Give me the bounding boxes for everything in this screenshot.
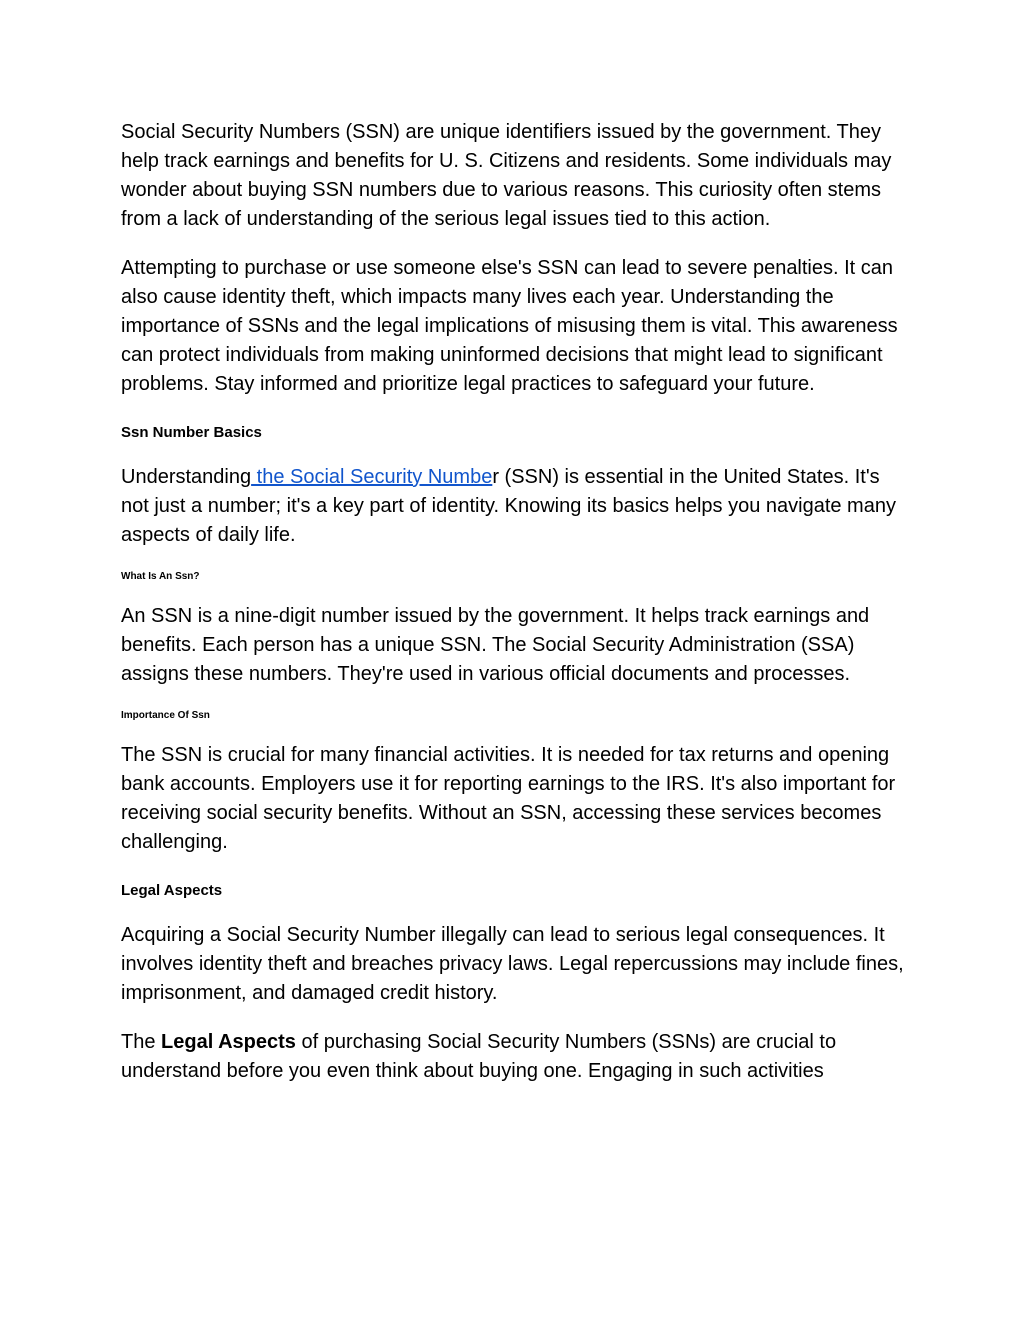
basics-paragraph [121,463,911,550]
basics-text-start: Understanding [121,466,252,488]
heading-ssn-number-basics: Ssn Number Basics [121,424,262,441]
social-security-number-link[interactable]: the Social Security Numbe [251,466,493,488]
heading-legal-aspects: Legal Aspects [121,882,223,899]
heading-what-is-an-ssn: What Is An Ssn? [121,571,200,582]
heading-importance-of-ssn: Importance Of Ssn [121,710,210,721]
penalties-paragraph: Attempting to purchase or use someone else's SSN can lead to severe penalties. It can also cause identity theft, which impacts many lives each year. Understanding the importance of SSNs and the legal implications of misusing them is vital. This awareness can protect individuals from making uninformed decisions that might lead to significant problems. Stay informed and prioritize legal practices to safeguard your future. [121,257,898,395]
document-page [121,118,911,1106]
basics-text-end: r (SSN) is essential in the United States. It's not just a number; it's a key part of identity. Knowing its basics helps you navigate many aspects of daily life. [121,466,896,546]
intro-paragraph: Social Security Numbers (SSN) are unique identifiers issued by the government. They help track earnings and benefits for U. S. Citizens and residents. Some individuals may wonder about buying SSN numbers due to various reasons. This curiosity often stems from a lack of understanding of the serious legal issues tied to this action. [121,121,892,230]
legal-aspects-paragraph [121,1028,911,1086]
legal-aspects-bold: Legal Aspects [161,1031,296,1053]
legal-paragraph: Acquiring a Social Security Number illegally can lead to serious legal consequences. It involves identity theft and breaches privacy laws. Legal repercussions may include fines, imprisonment, and damaged credit history. [121,924,904,1004]
legal-text-start: The [121,1031,162,1053]
importance-paragraph: The SSN is crucial for many financial activities. It is needed for tax returns and opening bank accounts. Employers use it for reporting earnings to the IRS. It's also important for receiving social security benefits. Without an SSN, accessing these services becomes challenging. [121,744,896,853]
what-is-paragraph: An SSN is a nine-digit number issued by the government. It helps track earnings and benefits. Each person has a unique SSN. The Social Security Administration (SSA) assigns these numbers. They're used in various official documents and processes. [121,605,870,685]
legal-text-end: of purchasing Social Security Numbers (SSNs) are crucial to understand before you even think about buying one. Engaging in such activities [121,1031,837,1082]
